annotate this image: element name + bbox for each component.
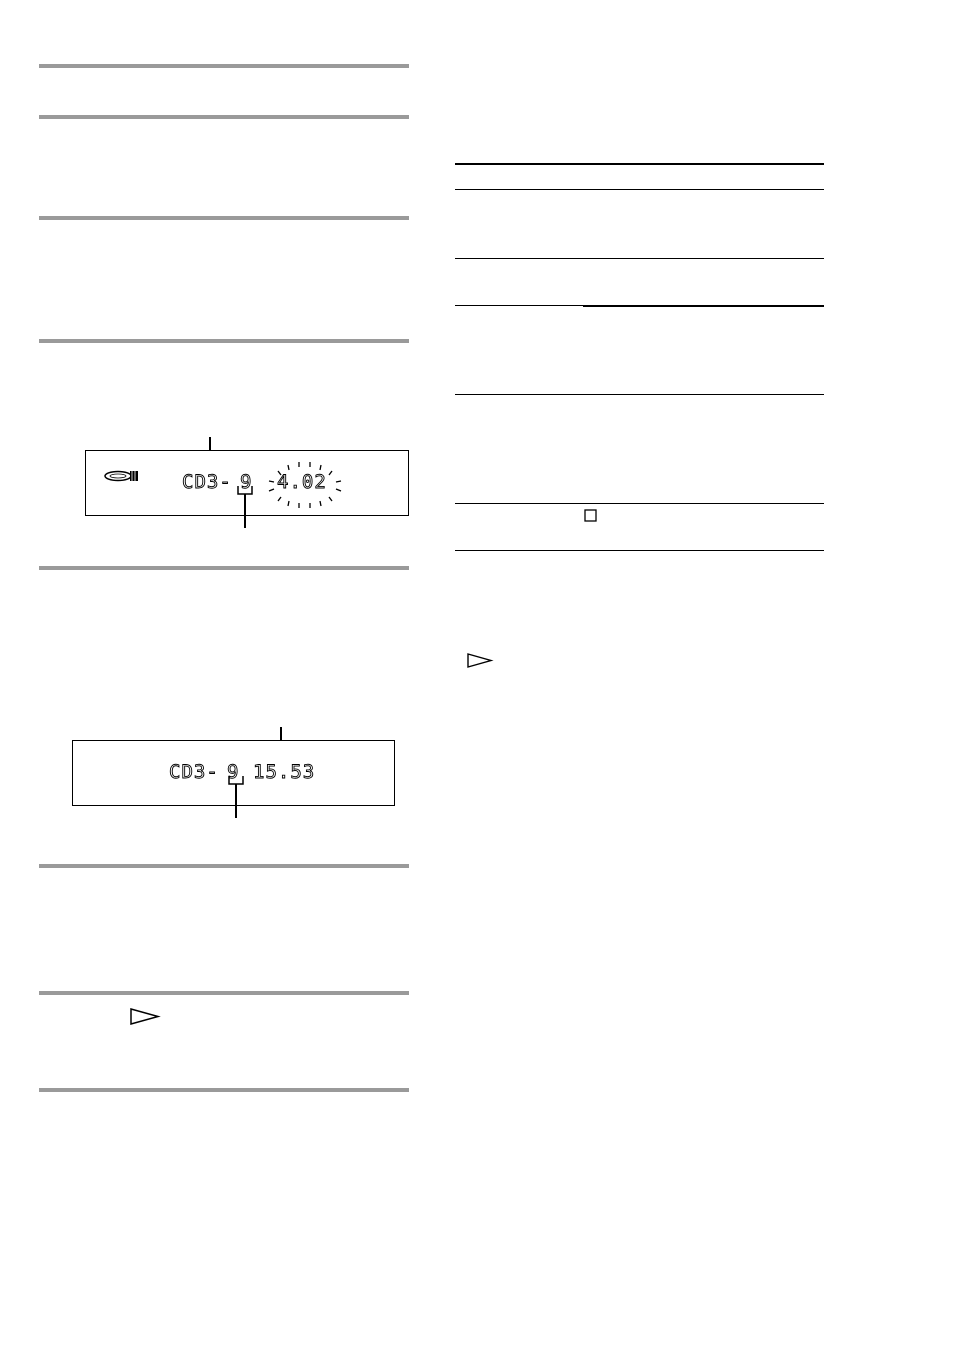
total-time: 15.53: [253, 761, 316, 783]
section-rule: [39, 115, 409, 119]
play-triangle-icon: [130, 1008, 160, 1026]
callout-line-bottom: [235, 484, 255, 530]
table-row-divider: [455, 305, 583, 306]
flashing-rays-icon: [264, 459, 346, 511]
section-rule: [39, 64, 409, 68]
stop-square-icon: [584, 509, 598, 523]
section-rule: [39, 216, 409, 220]
playing-time: 4.02: [277, 471, 327, 493]
track-number: 9: [240, 471, 253, 493]
callout-line-bottom: [226, 774, 246, 820]
table-row-divider: [455, 503, 824, 504]
section-rule: [39, 864, 409, 868]
table-row-divider: [455, 394, 824, 395]
disc-icon: [104, 468, 140, 484]
section-rule: [39, 1088, 409, 1092]
disc-number-label: CD3-: [182, 471, 232, 493]
table-row-divider: [455, 258, 824, 259]
table-top-rule: [455, 163, 824, 165]
table-row-divider: [583, 305, 824, 307]
disc-number-label: CD3-: [169, 761, 219, 783]
track-number: 9: [227, 761, 240, 783]
section-rule: [39, 339, 409, 343]
section-rule: [39, 991, 409, 995]
section-rule: [39, 566, 409, 570]
table-bottom-rule: [455, 550, 824, 551]
table-row-divider: [455, 189, 824, 190]
play-triangle-icon: [467, 653, 493, 669]
